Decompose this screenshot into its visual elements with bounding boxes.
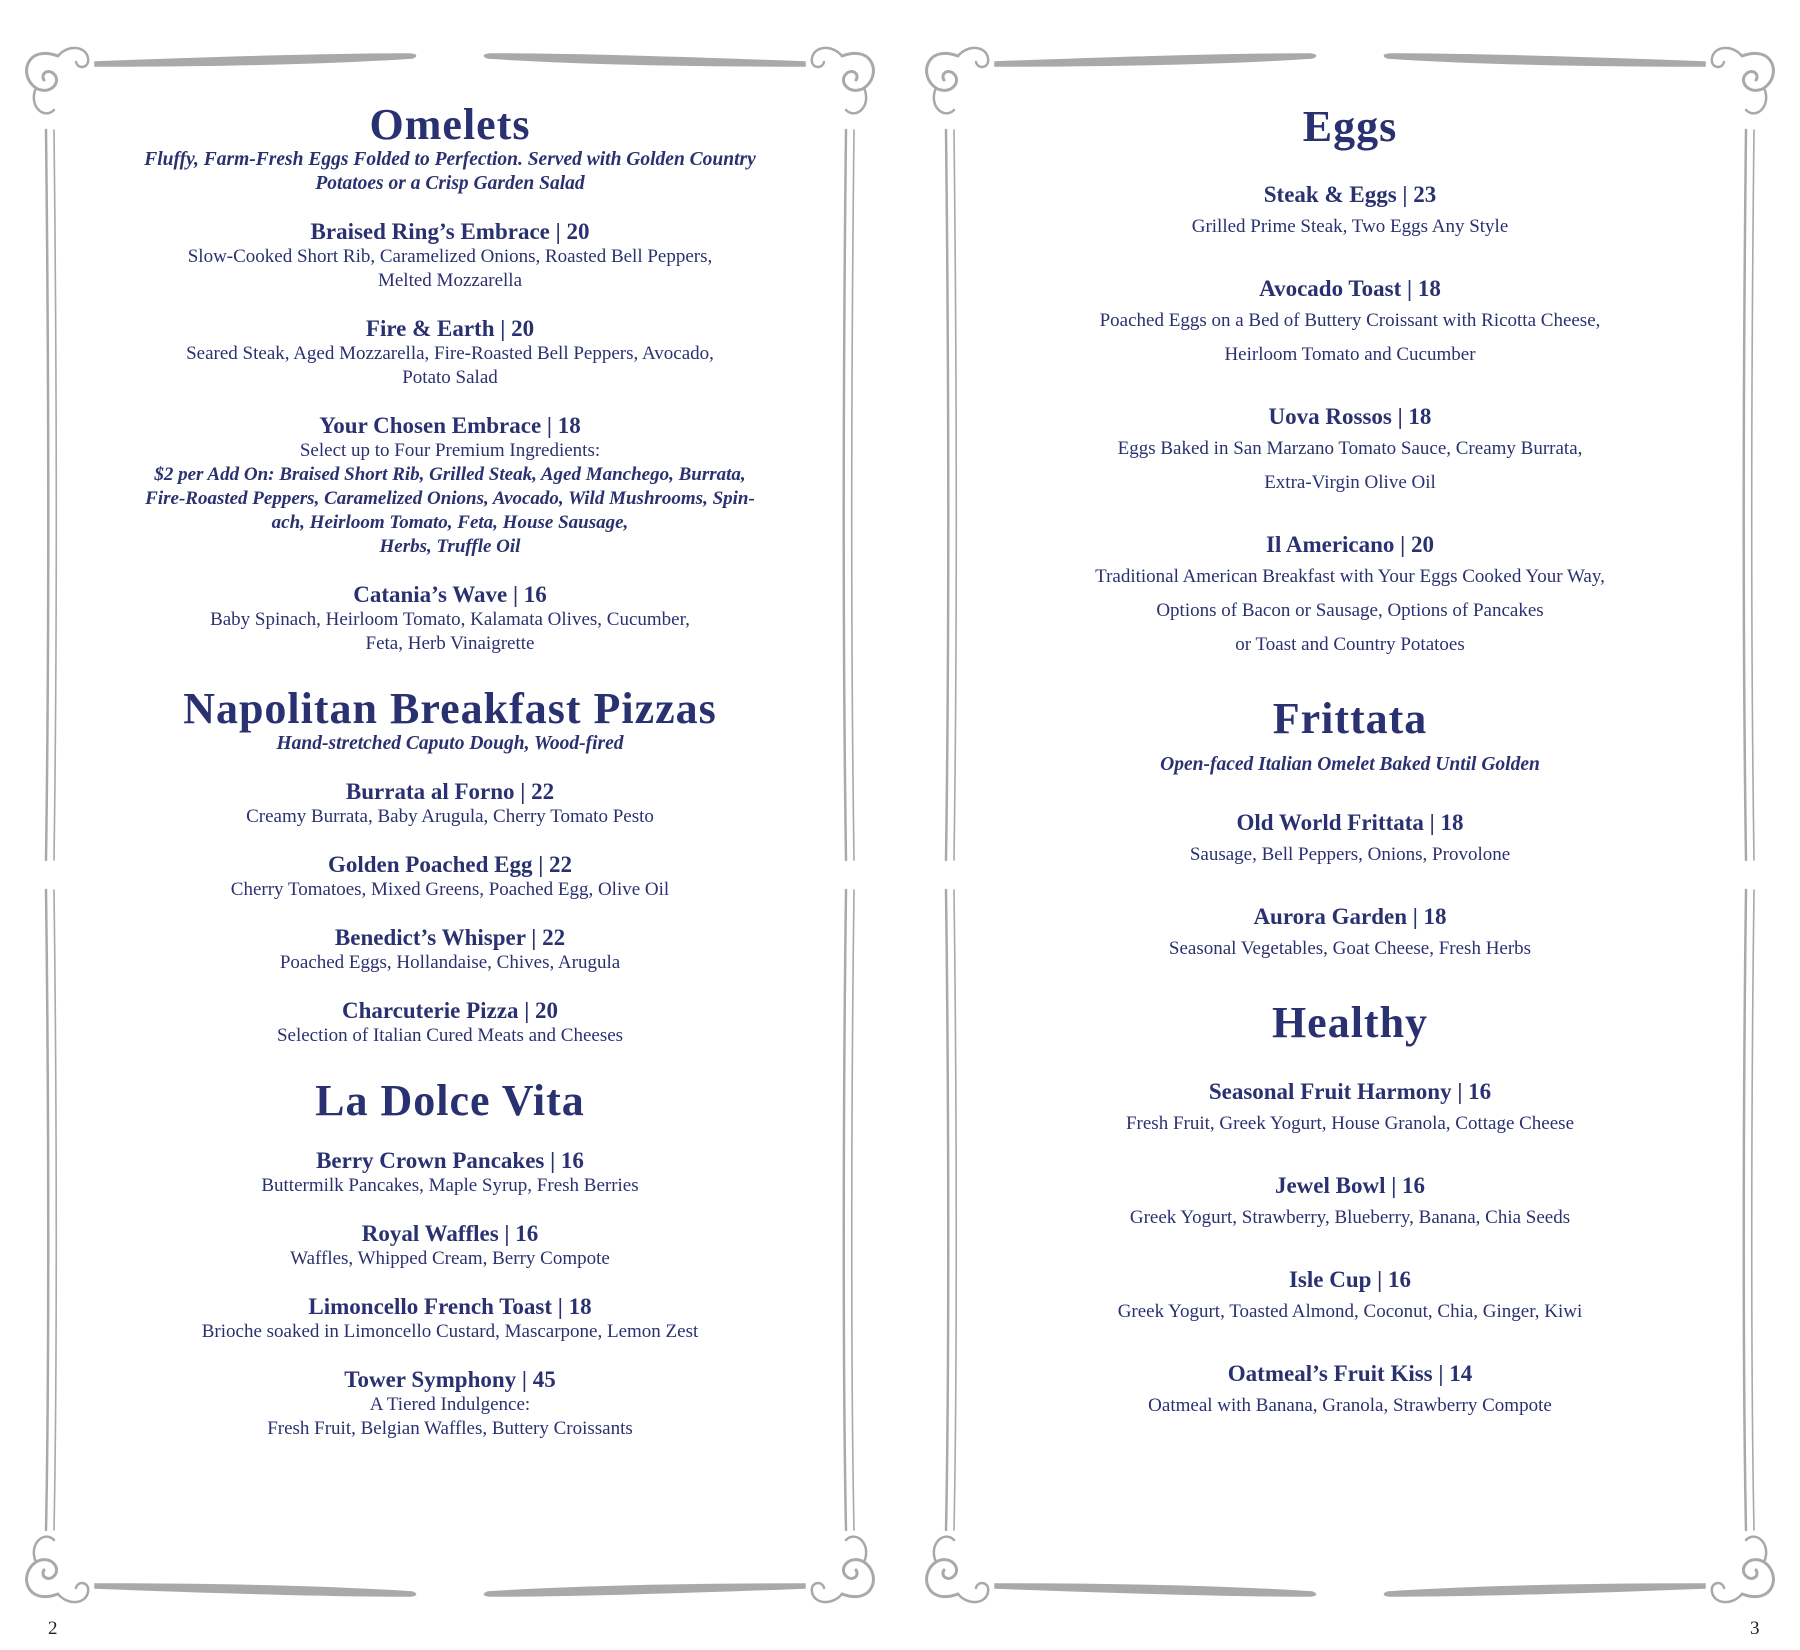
item-description: Extra-Virgin Olive Oil — [1264, 472, 1436, 494]
menu-item — [1000, 402, 1700, 500]
item-name-price: Isle Cup | 16 — [1288, 1266, 1411, 1292]
item-description: Oatmeal with Banana, Granola, Strawberry Compote — [1148, 1394, 1552, 1416]
section-subtitle: Open-faced Italian Omelet Baked Until Golden — [1160, 754, 1540, 776]
add-on-note: Fire-Roasted Peppers, Caramelized Onions, Avocado, Wild Mushrooms, Spin- — [145, 488, 755, 510]
item-name-price: Jewel Bowl | 16 — [1274, 1172, 1426, 1198]
item-description: Creamy Burrata, Baby Arugula, Cherry Tomato Pesto — [246, 806, 654, 828]
corner-tail — [934, 88, 954, 113]
corner-tail — [846, 1537, 866, 1562]
corner-tail — [1746, 88, 1766, 113]
corner-scroll — [27, 1560, 58, 1597]
side-rule-upper — [946, 130, 948, 860]
item-description: Baby Spinach, Heirloom Tomato, Kalamata Olives, Cucumber, — [210, 609, 690, 631]
add-on-note: $2 per Add On: Braised Short Rib, Grilled Steak, Aged Manchego, Burrata, — [154, 464, 746, 486]
bottom-swash-left — [95, 1584, 416, 1596]
corner-scroll — [927, 1560, 958, 1597]
item-name-price: Uova Rossos | 18 — [1268, 404, 1432, 430]
corner-curl — [1712, 48, 1742, 67]
corner-tail — [34, 1537, 54, 1562]
item-name-price: Charcuterie Pizza | 20 — [341, 998, 559, 1024]
item-description: Fresh Fruit, Greek Yogurt, House Granola, Cottage Cheese — [1125, 1112, 1574, 1134]
item-description: Cherry Tomatoes, Mixed Greens, Poached Egg, Olive Oil — [230, 879, 670, 901]
bottom-swash-right — [484, 1584, 805, 1596]
menu-section — [1000, 696, 1700, 966]
side-rule-lower — [946, 890, 948, 1530]
item-name-price: Seasonal Fruit Harmony | 16 — [1208, 1078, 1492, 1104]
menu-section — [100, 686, 800, 1048]
menu-item — [100, 218, 800, 293]
bottom-swash-left — [995, 1584, 1316, 1596]
item-name-price: Oatmeal’s Fruit Kiss | 14 — [1227, 1360, 1473, 1386]
item-description: Buttermilk Pancakes, Maple Syrup, Fresh Berries — [261, 1174, 639, 1196]
section-title: Eggs — [1302, 102, 1398, 151]
page-number: 2 — [48, 1618, 58, 1639]
item-description: Seasonal Vegetables, Goat Cheese, Fresh Herbs — [1168, 938, 1532, 960]
section-title: Napolitan Breakfast Pizzas — [183, 684, 717, 734]
item-name-price: Steak & Eggs | 23 — [1263, 182, 1437, 208]
bottom-swash-right — [1384, 1584, 1705, 1596]
item-description: Sausage, Bell Peppers, Onions, Provolone — [1189, 844, 1511, 866]
side-rule-upper — [1744, 130, 1746, 860]
item-description: Potato Salad — [402, 367, 498, 389]
side-rule-lower — [1744, 890, 1746, 1530]
side-rule-lower — [54, 890, 56, 1530]
item-description: A Tiered Indulgence: — [369, 1393, 531, 1415]
side-rule-upper — [54, 130, 56, 860]
section-title: La Dolce Vita — [315, 1076, 585, 1126]
menu-item — [1000, 180, 1700, 244]
menu-section — [100, 1078, 800, 1440]
menu-item — [100, 1366, 800, 1441]
menu-item — [1000, 1265, 1700, 1329]
menu-item — [100, 1293, 800, 1344]
top-swash-right — [484, 54, 805, 66]
menu-section — [100, 102, 800, 656]
item-name-price: Benedict’s Whisper | 22 — [334, 925, 566, 951]
section-title: Omelets — [369, 100, 531, 149]
item-name-price: Catania’s Wave | 16 — [353, 582, 547, 608]
menu-item — [100, 997, 800, 1048]
item-name-price: Your Chosen Embrace | 18 — [319, 413, 581, 439]
item-name-price: Aurora Garden | 18 — [1253, 904, 1447, 930]
corner-tail — [34, 88, 54, 113]
corner-curl — [58, 48, 88, 67]
top-swash-left — [995, 54, 1316, 66]
menu-item — [100, 412, 800, 559]
menu-item — [100, 315, 800, 390]
menu-item — [1000, 1359, 1700, 1423]
side-rule-upper — [46, 130, 48, 860]
side-rule-upper — [954, 130, 956, 860]
item-description: Poached Eggs, Hollandaise, Chives, Arugula — [279, 952, 621, 974]
corner-curl — [958, 1583, 988, 1602]
corner-curl — [812, 48, 842, 67]
add-on-note: ach, Heirloom Tomato, Feta, House Sausage, — [271, 512, 629, 534]
corner-scroll — [927, 53, 958, 90]
item-name-price: Golden Poached Egg | 22 — [327, 852, 573, 878]
menu-item — [100, 1220, 800, 1271]
item-name-price: Fire & Earth | 20 — [365, 316, 535, 342]
side-rule-lower — [954, 890, 956, 1530]
item-description: Options of Bacon or Sausage, Options of Pancakes — [1156, 600, 1544, 622]
menu-item — [1000, 1171, 1700, 1235]
add-on-note: Herbs, Truffle Oil — [379, 536, 521, 558]
side-rule-upper — [844, 130, 846, 860]
item-name-price: Berry Crown Pancakes | 16 — [316, 1147, 584, 1173]
corner-scroll — [1742, 53, 1773, 90]
item-description: Melted Mozzarella — [377, 270, 522, 292]
side-rule-lower — [1752, 890, 1754, 1530]
corner-scroll — [842, 53, 873, 90]
corner-scroll — [842, 1560, 873, 1597]
item-description: Seared Steak, Aged Mozzarella, Fire-Roasted Bell Peppers, Avocado, — [186, 343, 714, 365]
menu-section — [1000, 104, 1700, 662]
item-name-price: Avocado Toast | 18 — [1259, 276, 1441, 302]
item-name-price: Old World Frittata | 18 — [1236, 810, 1464, 836]
corner-curl — [1712, 1583, 1742, 1602]
item-description: Heirloom Tomato and Cucumber — [1224, 344, 1476, 366]
item-description: Grilled Prime Steak, Two Eggs Any Style — [1191, 216, 1509, 238]
section-subtitle: Potatoes or a Crisp Garden Salad — [315, 173, 585, 195]
item-description: Feta, Herb Vinaigrette — [365, 633, 535, 655]
corner-tail — [934, 1537, 954, 1562]
item-description: Poached Eggs on a Bed of Buttery Croissant with Ricotta Cheese, — [1099, 310, 1601, 332]
right-page — [900, 0, 1800, 1650]
section-title: Healthy — [1271, 998, 1429, 1048]
menu-item — [100, 1147, 800, 1198]
item-description: Selection of Italian Cured Meats and Cheeses — [276, 1025, 624, 1047]
menu-item — [100, 851, 800, 902]
item-name-price: Burrata al Forno | 22 — [345, 779, 555, 805]
menu-item — [100, 581, 800, 656]
item-name-price: Royal Waffles | 16 — [361, 1220, 539, 1246]
side-rule-lower — [46, 890, 48, 1530]
corner-tail — [846, 88, 866, 113]
item-description: Greek Yogurt, Toasted Almond, Coconut, Chia, Ginger, Kiwi — [1117, 1300, 1583, 1322]
section-subtitle: Hand-stretched Caputo Dough, Wood-fired — [276, 733, 624, 755]
corner-curl — [958, 48, 988, 67]
menu-section — [1000, 1000, 1700, 1422]
corner-curl — [812, 1583, 842, 1602]
menu-item — [1000, 530, 1700, 662]
item-description: Slow-Cooked Short Rib, Caramelized Onions, Roasted Bell Peppers, — [187, 246, 713, 268]
right-page-content — [1000, 104, 1700, 1423]
top-swash-left — [95, 54, 416, 66]
section-title: Frittata — [1272, 694, 1428, 744]
top-swash-right — [1384, 54, 1705, 66]
item-name-price: Il Americano | 20 — [1266, 532, 1434, 558]
menu-item — [100, 778, 800, 829]
item-description: Brioche soaked in Limoncello Custard, Mascarpone, Lemon Zest — [201, 1320, 699, 1342]
menu-item — [1000, 808, 1700, 872]
corner-tail — [1746, 1537, 1766, 1562]
corner-scroll — [27, 53, 58, 90]
item-name-price: Tower Symphony | 45 — [344, 1366, 556, 1392]
corner-scroll — [1742, 1560, 1773, 1597]
item-description: Waffles, Whipped Cream, Berry Compote — [290, 1247, 610, 1269]
item-description: Traditional American Breakfast with Your Eggs Cooked Your Way, — [1095, 566, 1605, 588]
side-rule-lower — [852, 890, 854, 1530]
menu-item — [1000, 902, 1700, 966]
side-rule-lower — [844, 890, 846, 1530]
menu-item — [1000, 274, 1700, 372]
section-subtitle: Fluffy, Farm-Fresh Eggs Folded to Perfection. Served with Golden Country — [144, 149, 756, 171]
item-name-price: Limoncello French Toast | 18 — [308, 1293, 592, 1319]
side-rule-upper — [852, 130, 854, 860]
item-description: Fresh Fruit, Belgian Waffles, Buttery Croissants — [267, 1417, 633, 1439]
item-description: Eggs Baked in San Marzano Tomato Sauce, Creamy Burrata, — [1117, 438, 1583, 460]
menu-item — [1000, 1077, 1700, 1141]
left-page-content — [100, 102, 800, 1441]
item-description: or Toast and Country Potatoes — [1235, 634, 1465, 656]
item-name-price: Braised Ring’s Embrace | 20 — [310, 219, 590, 245]
menu-item — [100, 924, 800, 975]
corner-curl — [58, 1583, 88, 1602]
item-description: Greek Yogurt, Strawberry, Blueberry, Banana, Chia Seeds — [1129, 1206, 1571, 1228]
page-number: 3 — [1750, 1618, 1760, 1639]
item-description: Select up to Four Premium Ingredients: — [299, 440, 601, 462]
side-rule-upper — [1752, 130, 1754, 860]
